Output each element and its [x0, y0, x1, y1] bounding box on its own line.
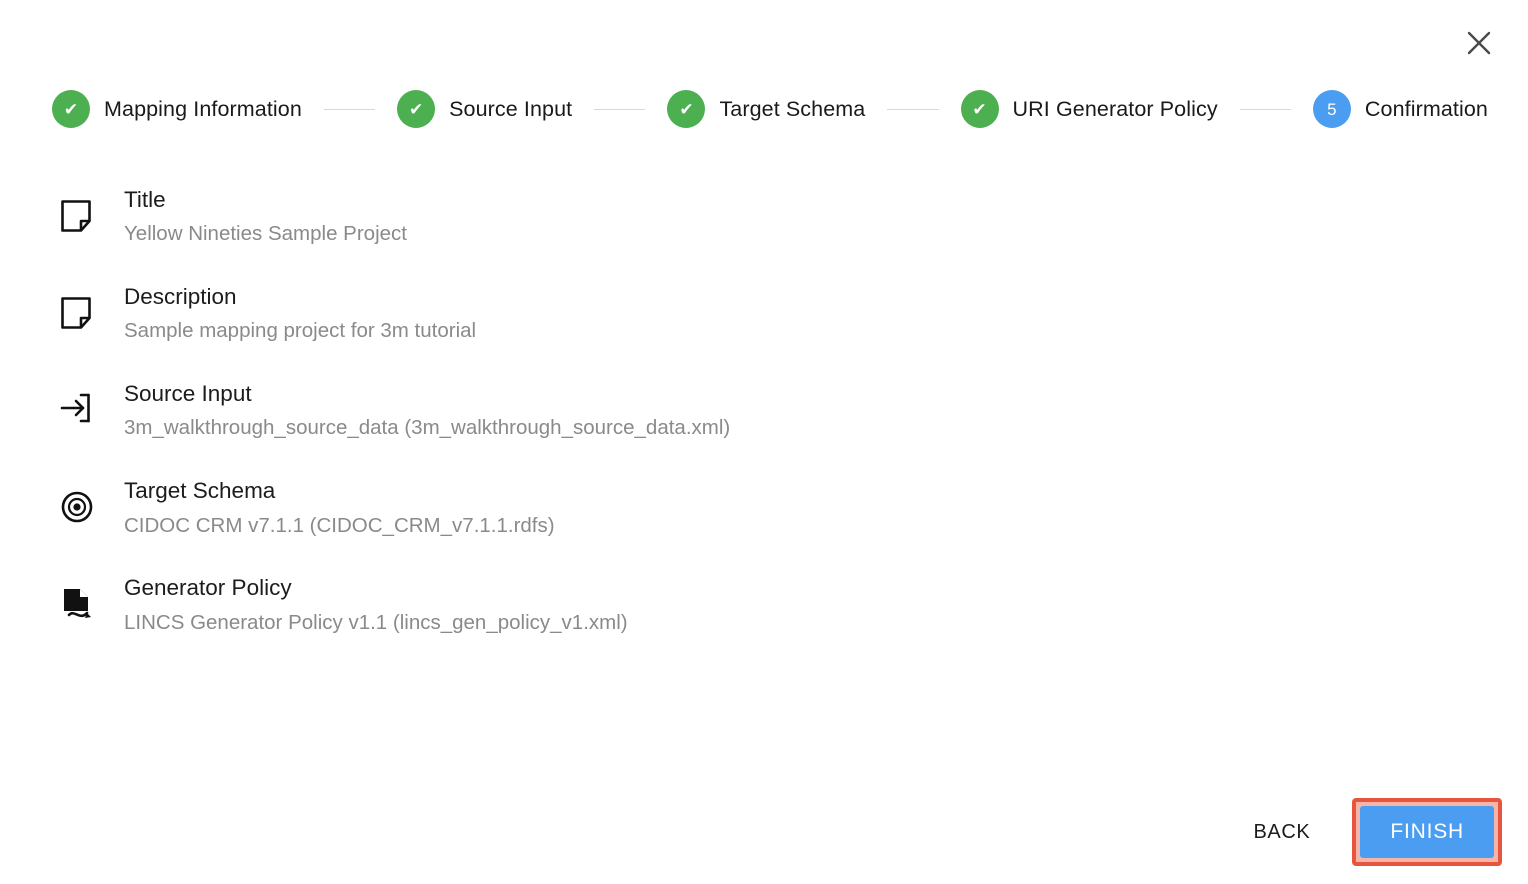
- summary-value: Yellow Nineties Sample Project: [124, 222, 407, 246]
- step-3-label: Target Schema: [719, 96, 866, 121]
- import-arrow-icon: [60, 379, 110, 423]
- step-3-status-icon: [667, 90, 705, 128]
- step-4-status-icon: [961, 90, 999, 128]
- summary-value: Sample mapping project for 3m tutorial: [124, 319, 477, 343]
- step-source-input[interactable]: [397, 90, 572, 128]
- summary-title: Description: [124, 284, 237, 310]
- step-1-label: Mapping Information: [104, 96, 302, 121]
- step-2-label: Source Input: [449, 96, 573, 121]
- summary-row-target-schema: [60, 476, 1488, 539]
- step-connector: [594, 109, 645, 110]
- finish-button[interactable]: FINISH: [1360, 806, 1494, 858]
- step-1-status-icon: [52, 90, 90, 128]
- summary-value: 3m_walkthrough_source_data (3m_walkthrough_source_data.xml): [124, 416, 731, 440]
- note-icon: [60, 282, 110, 330]
- step-uri-generator-policy[interactable]: [961, 90, 1218, 128]
- summary-row-generator-policy: [60, 573, 1488, 636]
- summary-title: Title: [124, 187, 166, 212]
- step-confirmation[interactable]: [1313, 90, 1488, 128]
- step-connector: [1240, 109, 1291, 110]
- back-button[interactable]: BACK: [1233, 807, 1330, 858]
- summary-row-title: [60, 185, 1488, 248]
- finish-button-highlight: [1352, 798, 1502, 866]
- wizard-stepper: [52, 90, 1488, 128]
- step-1-marker: ✔: [63, 99, 79, 119]
- policy-document-icon: [60, 573, 110, 621]
- summary-value: LINCS Generator Policy v1.1 (lincs_gen_policy_v1.xml): [124, 610, 628, 634]
- note-icon: [60, 185, 110, 233]
- step-4-label: URI Generator Policy: [1012, 96, 1218, 121]
- summary-title: Source Input: [124, 381, 252, 407]
- step-connector: [324, 109, 375, 110]
- summary-row-description: [60, 282, 1488, 345]
- step-3-marker: ✔: [679, 99, 694, 119]
- step-target-schema[interactable]: [667, 90, 865, 128]
- summary-row-source-input: [60, 379, 1488, 442]
- close-icon[interactable]: [1458, 22, 1500, 64]
- step-2-marker: ✔: [408, 99, 424, 119]
- summary-title: Generator Policy: [124, 575, 292, 601]
- step-2-status-icon: [397, 90, 435, 128]
- step-5-status-icon: [1313, 90, 1351, 128]
- step-connector: [887, 109, 938, 110]
- summary-value: CIDOC CRM v7.1.1 (CIDOC_CRM_v7.1.1.rdfs): [124, 513, 555, 537]
- step-5-label: Confirmation: [1364, 96, 1488, 121]
- target-icon: [60, 476, 110, 524]
- dialog-footer: [1233, 798, 1502, 866]
- summary-list: [60, 185, 1488, 670]
- summary-title: Target Schema: [124, 478, 276, 504]
- step-mapping-information[interactable]: [52, 90, 302, 128]
- step-4-marker: ✔: [972, 99, 987, 119]
- step-5-marker: 5: [1327, 99, 1337, 119]
